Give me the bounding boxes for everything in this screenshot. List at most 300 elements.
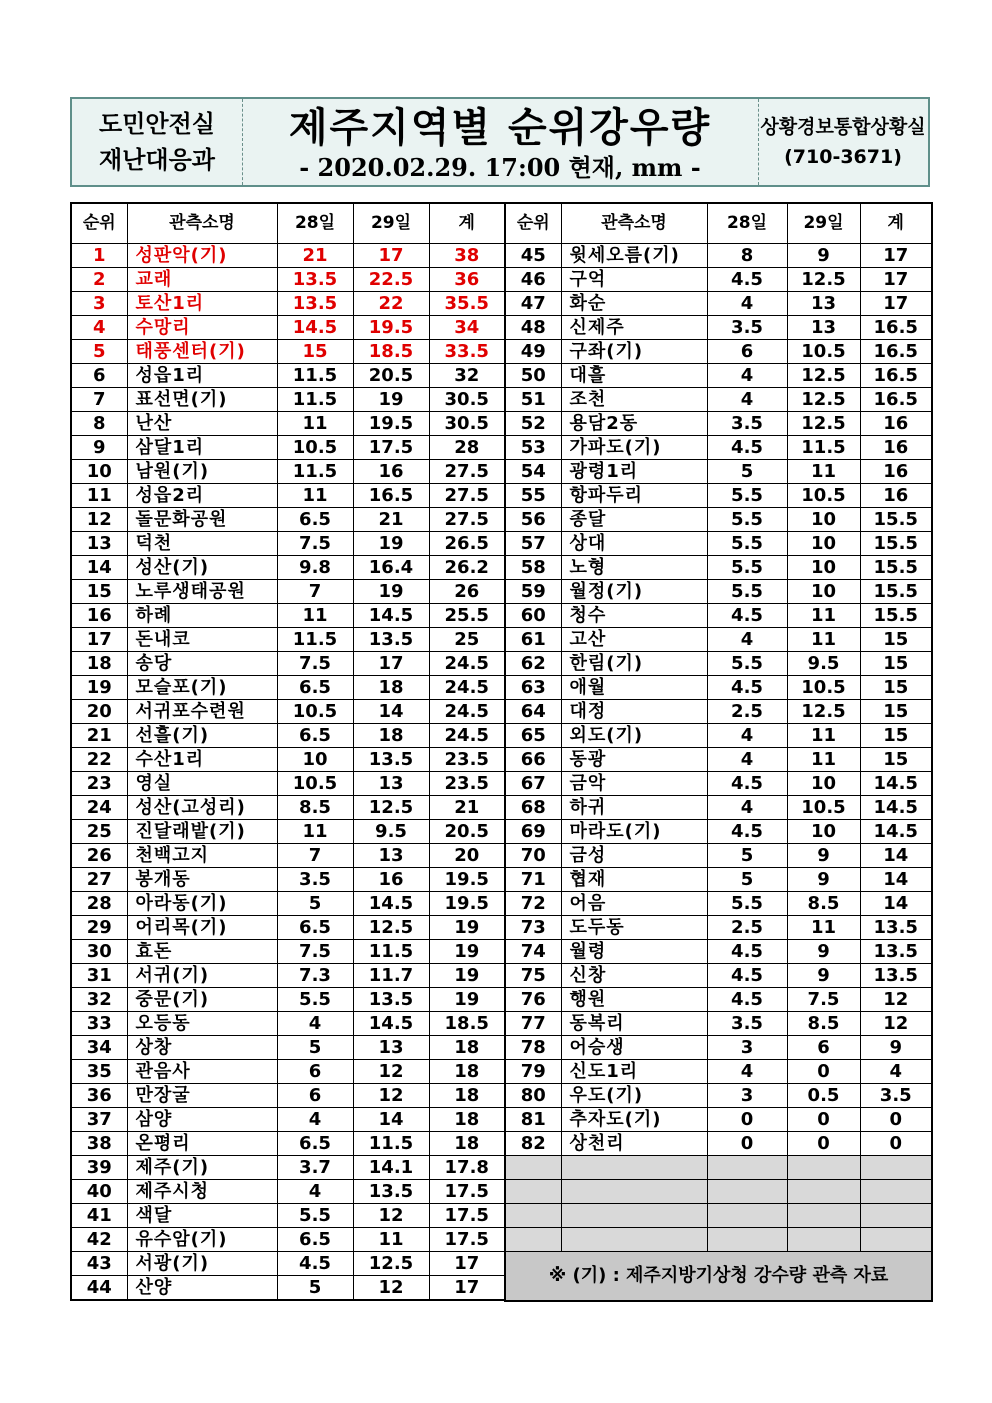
rain-day28: 4.5 <box>707 939 787 963</box>
table-row <box>505 339 932 363</box>
rainfall-table-right <box>504 202 933 1302</box>
rank-cell: 54 <box>505 459 561 483</box>
rain-total: 25 <box>429 627 505 651</box>
rank-cell: 81 <box>505 1107 561 1131</box>
table-row <box>71 963 505 987</box>
rain-day29: 19 <box>353 579 429 603</box>
rain-total: 16.5 <box>860 339 932 363</box>
rank-cell: 77 <box>505 1011 561 1035</box>
station-name: 도두동 <box>561 915 707 939</box>
rain-day29: 22 <box>353 291 429 315</box>
rain-total: 19 <box>429 987 505 1011</box>
rain-total: 13.5 <box>860 963 932 987</box>
blank-cell <box>707 1179 787 1203</box>
table-row <box>71 843 505 867</box>
rain-total: 16 <box>860 411 932 435</box>
rain-day28: 5 <box>707 867 787 891</box>
rain-total: 36 <box>429 267 505 291</box>
rain-day29: 12.5 <box>787 267 860 291</box>
blank-row <box>505 1203 932 1227</box>
rain-day28: 3 <box>707 1035 787 1059</box>
station-name: 월령 <box>561 939 707 963</box>
rank-cell: 9 <box>71 435 127 459</box>
rain-day28: 4.5 <box>277 1251 353 1275</box>
rain-day29: 0.5 <box>787 1083 860 1107</box>
blank-cell <box>505 1155 561 1179</box>
station-name: 용담2동 <box>561 411 707 435</box>
table-row <box>71 699 505 723</box>
rank-cell: 78 <box>505 1035 561 1059</box>
rain-day29: 8.5 <box>787 891 860 915</box>
rain-day28: 7.3 <box>277 963 353 987</box>
rain-day28: 4 <box>277 1107 353 1131</box>
station-name: 행원 <box>561 987 707 1011</box>
rain-total: 19.5 <box>429 891 505 915</box>
table-row <box>505 1011 932 1035</box>
table-row <box>505 771 932 795</box>
rain-day29: 11 <box>787 747 860 771</box>
rank-cell: 21 <box>71 723 127 747</box>
office-name: 상황경보통합상황실 <box>760 116 926 138</box>
rain-total: 25.5 <box>429 603 505 627</box>
rank-cell: 73 <box>505 915 561 939</box>
table-row <box>71 315 505 339</box>
rain-total: 23.5 <box>429 747 505 771</box>
station-name: 광령1리 <box>561 459 707 483</box>
rank-cell: 23 <box>71 771 127 795</box>
rain-day29: 12.5 <box>787 363 860 387</box>
title-block <box>242 99 759 185</box>
rank-cell: 72 <box>505 891 561 915</box>
table-row <box>505 867 932 891</box>
rain-day28: 6.5 <box>277 723 353 747</box>
table-row <box>505 1131 932 1155</box>
rank-cell: 13 <box>71 531 127 555</box>
rain-day29: 13 <box>353 1035 429 1059</box>
rank-cell: 27 <box>71 867 127 891</box>
rain-total: 14 <box>860 891 932 915</box>
table-row <box>71 915 505 939</box>
rain-total: 17 <box>860 291 932 315</box>
station-name: 태풍센터(기) <box>127 339 277 363</box>
rain-day28: 4 <box>707 387 787 411</box>
rank-cell: 65 <box>505 723 561 747</box>
station-name: 중문(기) <box>127 987 277 1011</box>
rain-day29: 22.5 <box>353 267 429 291</box>
rank-cell: 50 <box>505 363 561 387</box>
rain-day28: 10 <box>277 747 353 771</box>
rank-cell: 1 <box>71 243 127 267</box>
rain-day28: 10.5 <box>277 771 353 795</box>
table-row <box>71 1059 505 1083</box>
rank-cell: 7 <box>71 387 127 411</box>
rain-day29: 13.5 <box>353 987 429 1011</box>
rain-day29: 18 <box>353 723 429 747</box>
rain-day29: 11 <box>787 603 860 627</box>
station-name: 효돈 <box>127 939 277 963</box>
station-name: 노루생태공원 <box>127 579 277 603</box>
rain-total: 16.5 <box>860 387 932 411</box>
rain-total: 0 <box>860 1107 932 1131</box>
rank-cell: 67 <box>505 771 561 795</box>
rain-day29: 12.5 <box>353 795 429 819</box>
rain-day28: 6.5 <box>277 675 353 699</box>
blank-row <box>505 1179 932 1203</box>
rain-total: 19 <box>429 963 505 987</box>
table-row <box>505 1059 932 1083</box>
rain-day28: 4 <box>707 291 787 315</box>
rain-total: 27.5 <box>429 459 505 483</box>
station-name: 성산(고성리) <box>127 795 277 819</box>
rain-day29: 17.5 <box>353 435 429 459</box>
rain-day28: 10.5 <box>277 699 353 723</box>
col-day28: 28일 <box>277 203 353 243</box>
rain-day28: 8 <box>707 243 787 267</box>
rank-cell: 68 <box>505 795 561 819</box>
rain-total: 15.5 <box>860 531 932 555</box>
station-name: 우도(기) <box>561 1083 707 1107</box>
station-name: 성읍1리 <box>127 363 277 387</box>
rain-day28: 14.5 <box>277 315 353 339</box>
rain-day28: 3.7 <box>277 1155 353 1179</box>
rain-day28: 5 <box>277 891 353 915</box>
rain-total: 24.5 <box>429 699 505 723</box>
col-rank: 순위 <box>505 203 561 243</box>
station-name: 종달 <box>561 507 707 531</box>
rank-cell: 28 <box>71 891 127 915</box>
rain-total: 32 <box>429 363 505 387</box>
station-name: 고산 <box>561 627 707 651</box>
rain-day28: 5.5 <box>707 483 787 507</box>
table-row <box>505 603 932 627</box>
table-row <box>71 291 505 315</box>
col-day29: 29일 <box>353 203 429 243</box>
table-row <box>71 1251 505 1275</box>
table-row <box>505 651 932 675</box>
rain-day28: 4 <box>707 363 787 387</box>
rain-day28: 3.5 <box>277 867 353 891</box>
rain-day29: 9.5 <box>353 819 429 843</box>
station-name: 성판악(기) <box>127 243 277 267</box>
rain-day29: 13.5 <box>353 747 429 771</box>
rain-total: 15 <box>860 699 932 723</box>
rank-cell: 19 <box>71 675 127 699</box>
station-name: 수산1리 <box>127 747 277 771</box>
station-name: 돈내코 <box>127 627 277 651</box>
table-row <box>505 627 932 651</box>
rain-day28: 5 <box>277 1275 353 1300</box>
blank-row <box>505 1227 932 1251</box>
rain-day29: 12.5 <box>353 1251 429 1275</box>
rank-cell: 25 <box>71 819 127 843</box>
rain-total: 17.8 <box>429 1155 505 1179</box>
rain-day28: 6 <box>707 339 787 363</box>
col-total: 계 <box>429 203 505 243</box>
rank-cell: 34 <box>71 1035 127 1059</box>
rain-day29: 8.5 <box>787 1011 860 1035</box>
table-row <box>505 891 932 915</box>
station-name: 조천 <box>561 387 707 411</box>
rain-day29: 10 <box>787 531 860 555</box>
table-row <box>505 555 932 579</box>
rank-cell: 74 <box>505 939 561 963</box>
rain-total: 17 <box>429 1275 505 1300</box>
rain-day29: 14.5 <box>353 891 429 915</box>
rain-total: 27.5 <box>429 507 505 531</box>
rain-day29: 13 <box>353 771 429 795</box>
rain-total: 38 <box>429 243 505 267</box>
rain-total: 26.5 <box>429 531 505 555</box>
rank-cell: 64 <box>505 699 561 723</box>
blank-cell <box>707 1203 787 1227</box>
rain-total: 16 <box>860 483 932 507</box>
station-name: 삼양 <box>127 1107 277 1131</box>
table-row <box>505 315 932 339</box>
station-name: 모슬포(기) <box>127 675 277 699</box>
rainfall-table-left <box>70 202 506 1301</box>
station-name: 협재 <box>561 867 707 891</box>
rain-total: 14.5 <box>860 771 932 795</box>
rain-total: 30.5 <box>429 411 505 435</box>
rank-cell: 8 <box>71 411 127 435</box>
rank-cell: 70 <box>505 843 561 867</box>
blank-cell <box>860 1227 932 1251</box>
rain-day28: 4 <box>277 1179 353 1203</box>
station-name: 신제주 <box>561 315 707 339</box>
rank-cell: 71 <box>505 867 561 891</box>
rain-total: 0 <box>860 1131 932 1155</box>
rain-day29: 11.5 <box>787 435 860 459</box>
rain-total: 14 <box>860 867 932 891</box>
rank-cell: 18 <box>71 651 127 675</box>
rain-day28: 11.5 <box>277 627 353 651</box>
rank-cell: 31 <box>71 963 127 987</box>
rank-cell: 24 <box>71 795 127 819</box>
table-row <box>505 267 932 291</box>
station-name: 동광 <box>561 747 707 771</box>
station-name: 관음사 <box>127 1059 277 1083</box>
blank-cell <box>787 1203 860 1227</box>
rain-day28: 13.5 <box>277 267 353 291</box>
rain-day29: 14.5 <box>353 603 429 627</box>
table-row <box>71 771 505 795</box>
rain-day29: 0 <box>787 1059 860 1083</box>
rank-cell: 5 <box>71 339 127 363</box>
rain-day29: 9 <box>787 939 860 963</box>
rank-cell: 26 <box>71 843 127 867</box>
rain-total: 14.5 <box>860 819 932 843</box>
rank-cell: 56 <box>505 507 561 531</box>
table-row <box>71 1131 505 1155</box>
rain-day28: 11 <box>277 603 353 627</box>
station-name: 교래 <box>127 267 277 291</box>
station-name: 남원(기) <box>127 459 277 483</box>
station-name: 월정(기) <box>561 579 707 603</box>
table-row <box>71 459 505 483</box>
rain-day28: 10.5 <box>277 435 353 459</box>
rain-total: 15 <box>860 723 932 747</box>
table-row <box>71 723 505 747</box>
rain-day29: 19 <box>353 387 429 411</box>
rain-day29: 13.5 <box>353 627 429 651</box>
rain-day28: 2.5 <box>707 915 787 939</box>
rank-cell: 6 <box>71 363 127 387</box>
rank-cell: 82 <box>505 1131 561 1155</box>
note-row <box>505 1251 932 1301</box>
rank-cell: 30 <box>71 939 127 963</box>
table-row <box>71 1203 505 1227</box>
rain-day29: 12 <box>353 1083 429 1107</box>
rain-total: 16 <box>860 459 932 483</box>
table-row <box>505 435 932 459</box>
rain-day28: 4.5 <box>707 267 787 291</box>
rain-day29: 9 <box>787 867 860 891</box>
table-row <box>71 243 505 267</box>
table-row <box>71 1227 505 1251</box>
rain-day29: 12 <box>353 1059 429 1083</box>
rain-day29: 6 <box>787 1035 860 1059</box>
station-name: 하귀 <box>561 795 707 819</box>
station-name: 대흘 <box>561 363 707 387</box>
rain-day29: 11.5 <box>353 1131 429 1155</box>
table-row <box>505 939 932 963</box>
table-row <box>71 1035 505 1059</box>
rain-day28: 5 <box>277 1035 353 1059</box>
station-name: 금악 <box>561 771 707 795</box>
rain-day29: 11 <box>353 1227 429 1251</box>
rain-total: 12 <box>860 1011 932 1035</box>
station-name: 가파도(기) <box>561 435 707 459</box>
rain-day28: 5.5 <box>707 555 787 579</box>
rank-cell: 39 <box>71 1155 127 1179</box>
table-row <box>505 675 932 699</box>
rank-cell: 63 <box>505 675 561 699</box>
rain-day28: 6.5 <box>277 1131 353 1155</box>
rain-day28: 4.5 <box>707 603 787 627</box>
col-station: 관측소명 <box>561 203 707 243</box>
rain-day29: 12.5 <box>787 699 860 723</box>
station-name: 화순 <box>561 291 707 315</box>
table-row <box>71 531 505 555</box>
rain-day28: 3.5 <box>707 315 787 339</box>
blank-cell <box>860 1155 932 1179</box>
rain-day28: 7 <box>277 843 353 867</box>
table-row <box>505 915 932 939</box>
rain-total: 14 <box>860 843 932 867</box>
table-row <box>505 291 932 315</box>
station-name: 동복리 <box>561 1011 707 1035</box>
rain-day29: 21 <box>353 507 429 531</box>
rain-day29: 19.5 <box>353 315 429 339</box>
rain-day28: 9.8 <box>277 555 353 579</box>
rain-day29: 16.5 <box>353 483 429 507</box>
rain-total: 24.5 <box>429 675 505 699</box>
rain-day29: 14.5 <box>353 1011 429 1035</box>
rain-day28: 15 <box>277 339 353 363</box>
rain-day28: 6.5 <box>277 1227 353 1251</box>
rain-day29: 11.7 <box>353 963 429 987</box>
rain-total: 15.5 <box>860 603 932 627</box>
rank-cell: 14 <box>71 555 127 579</box>
rank-cell: 40 <box>71 1179 127 1203</box>
rain-day29: 9 <box>787 963 860 987</box>
blank-cell <box>561 1227 707 1251</box>
rank-cell: 4 <box>71 315 127 339</box>
rain-day29: 16.4 <box>353 555 429 579</box>
rain-total: 19 <box>429 939 505 963</box>
rank-cell: 32 <box>71 987 127 1011</box>
report-timestamp: - 2020.02.29. 17:00 현재, mm - <box>299 153 701 182</box>
rain-day28: 5.5 <box>707 891 787 915</box>
table-row <box>505 243 932 267</box>
rank-cell: 15 <box>71 579 127 603</box>
station-name: 구좌(기) <box>561 339 707 363</box>
rain-day28: 13.5 <box>277 291 353 315</box>
blank-cell <box>787 1155 860 1179</box>
station-name: 수망리 <box>127 315 277 339</box>
blank-cell <box>505 1179 561 1203</box>
rank-cell: 60 <box>505 603 561 627</box>
table-row <box>71 483 505 507</box>
rain-day29: 12 <box>353 1203 429 1227</box>
station-name: 유수암(기) <box>127 1227 277 1251</box>
rain-total: 21 <box>429 795 505 819</box>
table-row <box>505 963 932 987</box>
table-row <box>71 579 505 603</box>
rain-total: 17.5 <box>429 1227 505 1251</box>
blank-cell <box>561 1179 707 1203</box>
table-row <box>71 1179 505 1203</box>
rain-total: 23.5 <box>429 771 505 795</box>
rank-cell: 51 <box>505 387 561 411</box>
blank-cell <box>860 1179 932 1203</box>
rain-day29: 11 <box>787 459 860 483</box>
rain-total: 15.5 <box>860 555 932 579</box>
rank-cell: 22 <box>71 747 127 771</box>
table-row <box>505 699 932 723</box>
rain-total: 26 <box>429 579 505 603</box>
rank-cell: 59 <box>505 579 561 603</box>
rank-cell: 52 <box>505 411 561 435</box>
rain-day28: 7 <box>277 579 353 603</box>
rain-day29: 11 <box>787 723 860 747</box>
rain-day29: 18 <box>353 675 429 699</box>
department-block <box>72 99 243 185</box>
table-body-right <box>505 243 932 1301</box>
rain-day28: 4 <box>707 723 787 747</box>
station-name: 어리목(기) <box>127 915 277 939</box>
station-name: 청수 <box>561 603 707 627</box>
station-name: 성산(기) <box>127 555 277 579</box>
rain-total: 24.5 <box>429 651 505 675</box>
rank-cell: 61 <box>505 627 561 651</box>
rain-day29: 0 <box>787 1131 860 1155</box>
rain-total: 26.2 <box>429 555 505 579</box>
rain-total: 3.5 <box>860 1083 932 1107</box>
rain-day29: 10 <box>787 555 860 579</box>
rank-cell: 80 <box>505 1083 561 1107</box>
rain-day28: 5.5 <box>707 651 787 675</box>
station-name: 성읍2리 <box>127 483 277 507</box>
station-name: 마라도(기) <box>561 819 707 843</box>
rain-day28: 11.5 <box>277 387 353 411</box>
rain-day28: 4.5 <box>707 987 787 1011</box>
station-name: 토산1리 <box>127 291 277 315</box>
rain-day29: 11.5 <box>353 939 429 963</box>
rain-day28: 4.5 <box>707 675 787 699</box>
rain-day28: 5.5 <box>707 531 787 555</box>
rain-total: 13.5 <box>860 915 932 939</box>
